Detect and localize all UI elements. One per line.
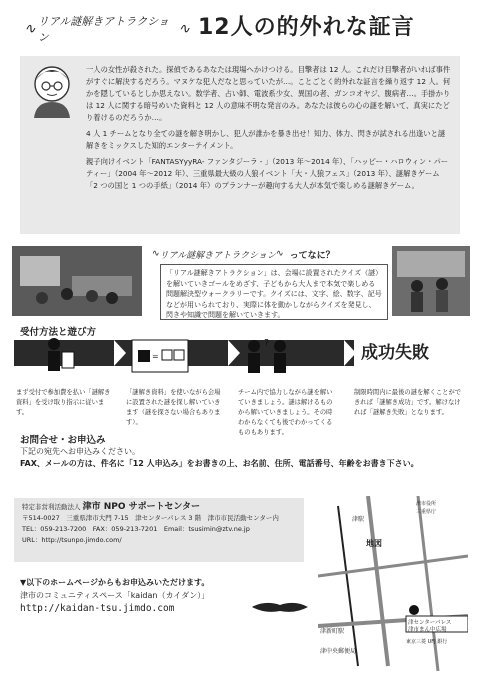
intro-paragraph: 親子向けイベント「FANTASYyyRA- ファンタジーラ - 」（2013 年～2014 年）、「ハッピー・ハロウィン・パーティー」（2004 年～2012 年）、三重県最大級の人狼イベント「大・人狼フェス」（2013 年）、謎解きゲーム「2 つの国と 1 つの手紙」（2014 年）のプランナーが趣向する大人が本気で楽しめる謎解きゲーム。: [86, 157, 449, 190]
homepage-note: ▼以下のホームページからもお申込みいただけます。: [20, 578, 210, 587]
map-venue-label: 津市まん中広場: [408, 627, 447, 633]
team-thinking-icon: [230, 336, 310, 376]
map-venue-label: 津センターパレス: [408, 620, 452, 626]
map-station: 津駅: [352, 516, 365, 523]
squiggle-icon: ∿: [152, 249, 160, 259]
whats-title-suffix: ってなに？: [289, 250, 335, 261]
step-description: 制限時間内に最後の謎を解くことができれば「謎解き成功」です。解けなければ「謎解き失敗」となります。: [354, 389, 462, 416]
org-email[interactable]: Email：tsusimin@ztv.ne.jp: [163, 525, 250, 533]
org-address: 〒514-0027 三重県津市大門 7-15 津センターパレス 3 階 津市市民活動センター内: [22, 514, 279, 522]
squiggle-icon: ∿: [276, 249, 284, 259]
intro-paragraph: 一人の女性が殺された。探偵であるあなたは現場へかけつける。目撃者は 12 人。これだけ目撃者がいれば事件がすぐに解決するだろう。マヌケな犯人だなと思っていたが…。ことごとく的外れな証言を繰り返す 12 人。何かを隠しているとしか思えない。数学者、占い師、電波系少女、異国の者、ガンコオヤジ、腹病者…。手掛かりは 12 人に関する暗号めいた資料と 12 人の意味不明な発言のみ。あなたは彼らの心の謎を解いて、真実にたどり着けるのだろうか…。: [86, 65, 451, 122]
homepage-url[interactable]: http://kaidan-tsu.jimdo.com: [20, 603, 175, 614]
access-map: [318, 496, 468, 671]
page-title: 12人の的外れな証言: [198, 15, 415, 40]
intro-paragraph: 4 人 1 チームとなり全ての謎を解き明かし、犯人が誰かを暴き出せ！知力、体力、閃きが試される出逢いと謎解きをミックスした知的エンターテイメント。: [86, 129, 446, 150]
event-photo: [12, 246, 142, 316]
svg-text:?: ?: [264, 338, 270, 349]
map-station: 津中央郵便局: [320, 648, 357, 655]
contact-text: [20, 446, 460, 470]
squiggle-icon: ∿: [24, 21, 36, 37]
step-description: チーム内で協力しながら謎を解いていきましょう。謎は解けるものから解いていきましょう。その時わからなくても後でわかってくるものもあります。: [238, 389, 333, 436]
organization-box: [14, 498, 304, 562]
header-logo-text: リアル謎解きアトラクション: [37, 15, 170, 44]
org-fax: FAX：059-213-7201: [92, 525, 158, 533]
svg-text:=: =: [152, 352, 159, 361]
map-landmark: 三重県庁: [416, 509, 437, 515]
detective-avatar-icon: [28, 62, 76, 118]
contact-line: FAX、メールの方は、件名に「12 人申込み」をお書きの上、お名前、住所、電話番号、年齢をお書き下さい。: [20, 459, 419, 468]
intro-text: [86, 64, 451, 196]
puzzle-doc-icon: [120, 336, 200, 376]
org-url[interactable]: URL：http://tsunpo.jimdo.com/: [22, 536, 122, 544]
section-title-how: 受付方法と遊び方: [20, 327, 97, 338]
org-type: 特定非営利活動法人: [22, 503, 81, 511]
person-with-paper-icon: [30, 336, 90, 376]
map-station: 津新町駅: [320, 628, 345, 635]
whats-logo: リアル謎解きアトラクション: [159, 250, 277, 261]
map-label: 地図: [366, 539, 382, 548]
map-bank-label: 東京三菱 UFJ 銀行: [406, 639, 448, 645]
whats-description: 「リアル謎解きアトラクション」は、会場に設置されたクイズ（謎）を解いていきゴールをめざす、子どもから大人まで本気で楽しめる問題解決型ウォークラリーです。クイズには、文字、絵、数字、記号などが用いられており、実際に体を動かしながらクイズを発見し、閃きや知識で問題を解いていきます。: [160, 264, 388, 320]
contact-line: 下記の宛先へお申込みください。: [20, 447, 140, 456]
success-failure-label: 成功失敗: [361, 343, 429, 363]
section-title-contact: お問合せ・お申込み: [20, 435, 106, 446]
step-description: 「謎解き資料」を使いながら会場に設置された謎を探し解いていきます（謎を探さない場合もあります）。: [126, 389, 221, 426]
map-landmark: 津市役所: [416, 501, 437, 507]
lips-icon: [250, 600, 310, 614]
squiggle-icon: ∿: [178, 21, 190, 37]
step-description: まず受付で参加費を払い「謎解き資料」を受け取り指示に従います。: [16, 389, 111, 416]
section-title-whats: [152, 246, 382, 262]
homepage-venue: 津市のコミュニティスペース「kaidan（カイダン）」: [20, 591, 210, 600]
event-photo: [392, 246, 470, 316]
org-tel: TEL：059-213-7200: [22, 525, 87, 533]
header-logo: [22, 14, 192, 44]
org-name: 津市 NPO サポートセンター: [82, 502, 200, 512]
